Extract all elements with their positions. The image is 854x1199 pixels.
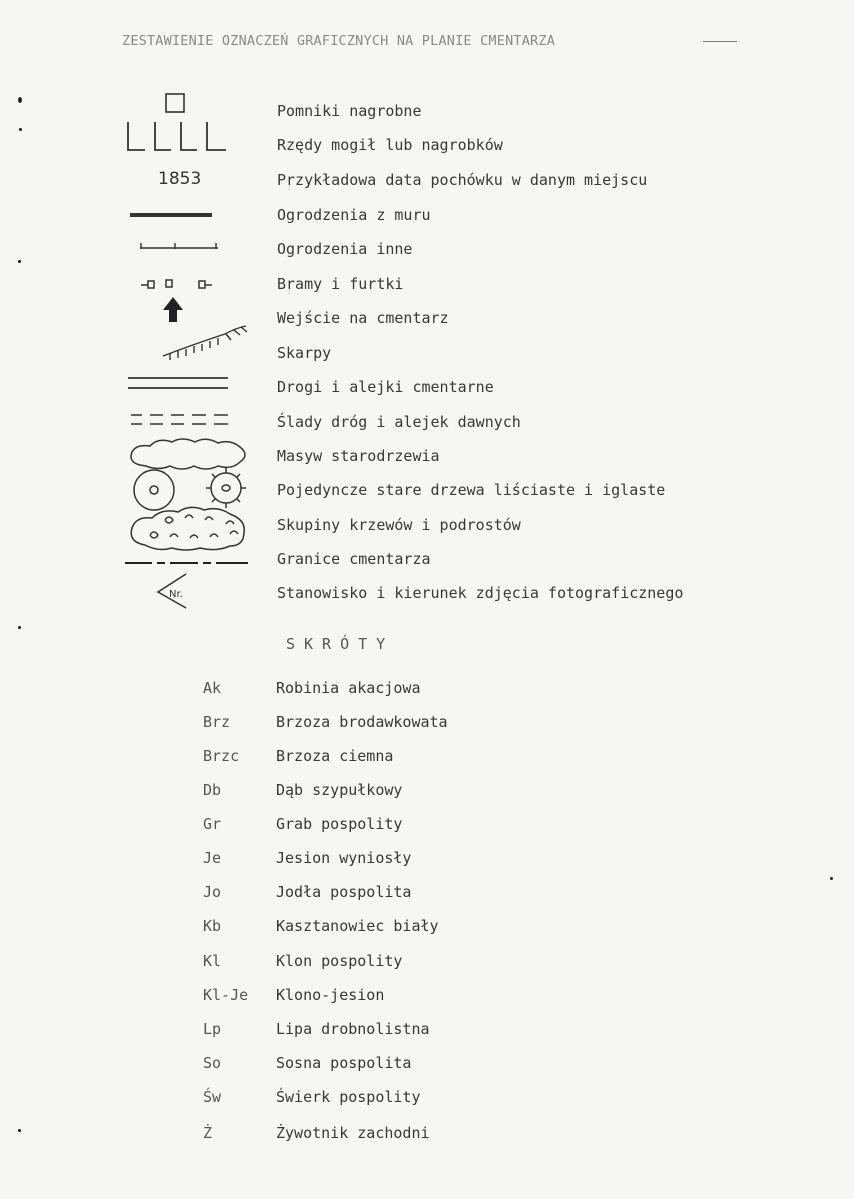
abbreviation-name: Świerk pospolity bbox=[276, 1088, 421, 1106]
abbreviation-name: Jodła pospolita bbox=[276, 883, 412, 901]
legend-label: Ogrodzenia z muru bbox=[277, 206, 431, 224]
abbreviation-code: Jo bbox=[203, 883, 222, 901]
legend-label: Przykładowa data pochówku w danym miejscu bbox=[277, 171, 648, 189]
legend-label: Pojedyncze stare drzewa liściaste i iglaste bbox=[277, 481, 666, 499]
abbreviation-row bbox=[0, 815, 854, 849]
abbreviation-row bbox=[0, 1054, 854, 1088]
abbreviation-name: Klono-jesion bbox=[276, 986, 385, 1004]
abbreviations-heading: SKRÓTY bbox=[286, 635, 395, 653]
abbreviation-code: Kl-Je bbox=[203, 986, 249, 1004]
legend-row bbox=[0, 336, 854, 370]
legend-row bbox=[0, 542, 854, 576]
svg-text:1853: 1853 bbox=[158, 169, 202, 189]
legend-label: Bramy i furtki bbox=[277, 275, 404, 293]
legend-label: Rzędy mogił lub nagrobków bbox=[277, 136, 503, 154]
legend-row bbox=[0, 508, 854, 542]
abbreviation-code: Św bbox=[203, 1088, 222, 1106]
abbreviation-row bbox=[0, 1088, 854, 1122]
legend-label: Masyw starodrzewia bbox=[277, 447, 440, 465]
legend-row bbox=[0, 405, 854, 439]
abbreviation-code: Lp bbox=[203, 1020, 222, 1038]
abbreviation-name: Jesion wyniosły bbox=[276, 849, 412, 867]
abbreviation-code: Kb bbox=[203, 917, 222, 935]
abbreviation-row bbox=[0, 713, 854, 747]
legend-row bbox=[0, 267, 854, 301]
abbreviation-row bbox=[0, 679, 854, 713]
legend-row bbox=[0, 370, 854, 404]
abbreviation-name: Żywotnik zachodni bbox=[276, 1124, 430, 1142]
legend-label: Stanowisko i kierunek zdjęcia fotograficznego bbox=[277, 584, 684, 602]
abbreviation-code: Gr bbox=[203, 815, 222, 833]
legend-label: Ogrodzenia inne bbox=[277, 240, 413, 258]
abbreviation-name: Dąb szypułkowy bbox=[276, 781, 403, 799]
abbreviation-row bbox=[0, 781, 854, 815]
abbreviation-name: Sosna pospolita bbox=[276, 1054, 412, 1072]
legend-row bbox=[0, 128, 854, 162]
abbreviation-name: Grab pospolity bbox=[276, 815, 403, 833]
abbreviation-name: Brzoza brodawkowata bbox=[276, 713, 448, 731]
abbreviation-code: Brzc bbox=[203, 747, 240, 765]
abbreviation-row bbox=[0, 986, 854, 1020]
legend-row bbox=[0, 232, 854, 266]
abbreviation-name: Lipa drobnolistna bbox=[276, 1020, 430, 1038]
abbreviation-code: Ż bbox=[203, 1124, 213, 1142]
abbreviation-code: Db bbox=[203, 781, 222, 799]
legend-row bbox=[0, 301, 854, 335]
abbreviation-row bbox=[0, 1020, 854, 1054]
legend-row bbox=[0, 163, 854, 197]
legend-label: Drogi i alejki cmentarne bbox=[277, 378, 494, 396]
legend-row bbox=[0, 473, 854, 507]
abbreviation-name: Klon pospolity bbox=[276, 952, 403, 970]
abbreviation-name: Brzoza ciemna bbox=[276, 747, 394, 765]
legend-label: Granice cmentarza bbox=[277, 550, 431, 568]
abbreviation-row bbox=[0, 747, 854, 781]
legend-label: Pomniki nagrobne bbox=[277, 102, 422, 120]
abbreviation-code: Je bbox=[203, 849, 222, 867]
abbreviation-row bbox=[0, 1124, 854, 1158]
legend-label: Wejście na cmentarz bbox=[277, 309, 449, 327]
abbreviation-row bbox=[0, 952, 854, 986]
legend-row bbox=[0, 198, 854, 232]
legend-row bbox=[0, 94, 854, 128]
document-title: ZESTAWIENIE OZNACZEŃ GRAFICZNYCH NA PLANIE CMENTARZA bbox=[122, 33, 556, 49]
abbreviation-row bbox=[0, 917, 854, 951]
legend-label: Skupiny krzewów i podrostów bbox=[277, 516, 521, 534]
legend-row bbox=[0, 576, 854, 610]
title-dash bbox=[703, 41, 737, 42]
abbreviation-name: Robinia akacjowa bbox=[276, 679, 421, 697]
abbreviation-code: Kl bbox=[203, 952, 222, 970]
abbreviation-row bbox=[0, 849, 854, 883]
abbreviation-code: Ak bbox=[203, 679, 222, 697]
legend-row bbox=[0, 439, 854, 473]
svg-text:Nr.: Nr. bbox=[169, 589, 183, 600]
legend-label: Ślady dróg i alejek dawnych bbox=[277, 413, 521, 431]
abbreviation-code: Brz bbox=[203, 713, 231, 731]
abbreviation-code: So bbox=[203, 1054, 222, 1072]
abbreviation-row bbox=[0, 883, 854, 917]
legend-label: Skarpy bbox=[277, 344, 332, 362]
abbreviation-name: Kasztanowiec biały bbox=[276, 917, 439, 935]
margin-speck bbox=[18, 626, 21, 629]
